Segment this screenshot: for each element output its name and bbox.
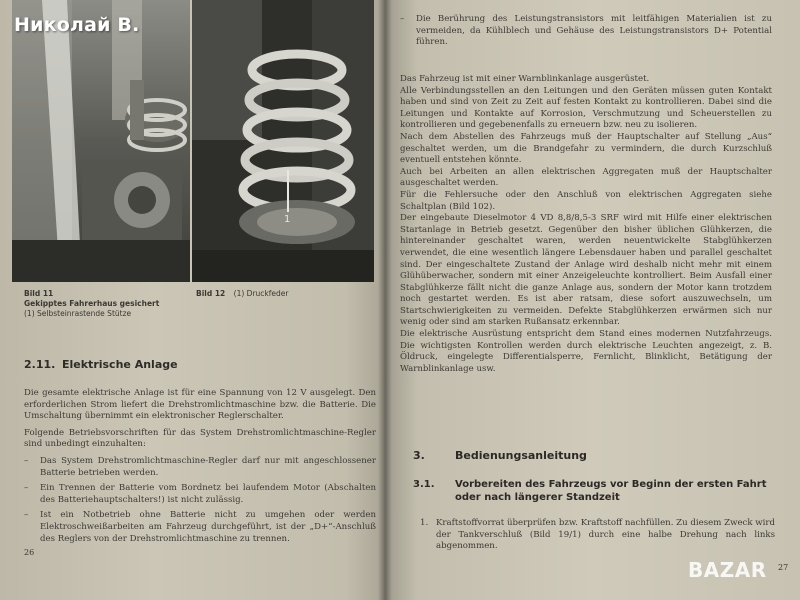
figure-11-caption xyxy=(24,289,194,319)
list-item-text: Das System Drehstromlichtmaschine-Regler darf nur mit angeschlossener Batterie betrieben werden. xyxy=(40,455,376,478)
right-page-top-item xyxy=(400,14,772,53)
book-gutter xyxy=(378,0,392,600)
section-title: Elektrische Anlage xyxy=(62,358,178,371)
step-number: 1. xyxy=(420,518,429,528)
paragraph: Die gesamte elektrische Anlage ist für eine Spannung von 12 V ausgelegt. Den erforderlichen Strom liefert die Drehstromlichtmaschine bzw. die Batterie. Die Umschaltung übernimmt ein elektronischer Reglerschalter. xyxy=(24,388,376,422)
subsection-heading xyxy=(413,478,785,504)
paragraph: Alle Verbindungsstellen an den Leitungen und den Geräten müssen guten Kontakt haben und sind von Zeit zu Zeit auf festen Kontakt zu kontrollieren. Dabei sind die Leitungen und Kontakte auf Korrosion, Verschmutzung und Scheuerstellen zu kontrollieren und gegebenenfalls zu erneuern bzw. neu zu isolieren. xyxy=(400,85,772,131)
figure-11-legend: (1) Selbsteinrastende Stütze xyxy=(24,309,132,318)
figure-12-photo xyxy=(192,0,374,282)
paragraph: Nach dem Abstellen des Fahrzeugs muß der Hauptschalter auf Stellung „Aus“ geschaltet werden, um die Brandgefahr zu vermindern, die durch Kurzschluß eventuell entstehen könnte. xyxy=(400,131,772,166)
chapter-title: Bedienungsanleitung xyxy=(455,449,587,462)
right-page-number: 27 xyxy=(778,563,789,572)
figure-12-marker: 1 xyxy=(284,214,291,225)
figure-12-image xyxy=(192,0,374,282)
figure-11-title: Bild 11 xyxy=(24,289,54,298)
chapter-number: 3. xyxy=(413,449,425,462)
paragraph: Auch bei Arbeiten an allen elektrischen Aggregaten muß der Hauptschalter ausgeschaltet werden. xyxy=(400,166,772,189)
left-page-number: 26 xyxy=(24,548,35,557)
list-item-text: Die Berührung des Leistungstransistors mit leitfähigen Materialien ist zu vermeiden, da Kühlblech und Gehäuse des Leistungstransistors D+ Potential führen. xyxy=(416,14,772,48)
step-text: Kraftstoffvorrat überprüfen bzw. Kraftstoff nachfüllen. Zu diesem Zweck wird der Tankverschluß (Bild 19/1) durch eine halbe Drehung nach links abgenommen. xyxy=(436,518,776,552)
right-page-body xyxy=(400,74,772,375)
figure-12-title: Bild 12 xyxy=(196,289,226,298)
list-item-text: Ist ein Notbetrieb ohne Batterie nicht zu umgehen oder werden Elektroschweißarbeiten am Fahrzeug durchgeführt, ist der „D+“-Anschluß des Reglers von der Drehstromlichtmaschine zu trennen. xyxy=(40,510,376,544)
list-item: – Ist ein Notbetrieb ohne Batterie nicht zu umgehen oder werden Elektroschweißarbeiten am Fahrzeug durchgeführt, ist der „D+“-Anschluß des Reglers von der Drehstromlichtmaschine zu trennen. xyxy=(24,510,376,544)
list-item: – Ein Trennen der Batterie vom Bordnetz bei laufendem Motor (Abschalten des Batteriehauptschalters!) ist nicht zulässig. xyxy=(24,483,376,505)
step-item xyxy=(420,518,775,553)
subsection-number: 3.1. xyxy=(413,479,435,490)
watermark-logo: BAZAR xyxy=(688,558,767,582)
figure-11-caption-text: Gekipptes Fahrerhaus gesichert xyxy=(24,299,160,308)
paragraph: Die elektrische Ausrüstung entspricht dem Stand eines modernen Nutzfahrzeugs. Die wichtigsten Kontrollen werden durch elektrische Leuchten angezeigt, z. B. Öldruck, eingelegte Differentialsperre, Fernlicht, Blinklicht, Betätigung der Warnblinkanlage usw. xyxy=(400,329,772,374)
paragraph: Folgende Betriebsvorschriften für das System Drehstromlichtmaschine-Regler sind unbedingt einzuhalten: xyxy=(24,427,376,450)
paragraph: Für die Fehlersuche oder den Anschluß von elektrischen Aggregaten siehe Schaltplan (Bild 102). xyxy=(400,189,772,212)
subsection-title: Vorbereiten des Fahrzeugs vor Beginn der ersten Fahrt oder nach längerer Standzeit xyxy=(455,479,767,503)
seller-name: Николай В. xyxy=(14,14,140,36)
section-number: 2.11. xyxy=(24,358,56,371)
section-heading xyxy=(24,358,178,371)
left-page-body xyxy=(24,388,376,549)
figure-12-legend: (1) Druckfeder xyxy=(233,289,289,298)
chapter-heading xyxy=(413,449,587,462)
list-item-text: Ein Trennen der Batterie vom Bordnetz bei laufendem Motor (Abschalten des Batteriehauptschalters!) ist nicht zulässig. xyxy=(40,483,376,505)
list-item: – Die Berührung des Leistungstransistors mit leitfähigen Materialien ist zu vermeiden, da Kühlblech und Gehäuse des Leistungstransistors D+ Potential führen. xyxy=(400,14,772,48)
figure-12-caption xyxy=(196,289,346,299)
paragraph: Der eingebaute Dieselmotor 4 VD 8,8/8,5-3 SRF wird mit Hilfe einer elektrischen Startanlage in Betrieb gesetzt. Gegenüber den bisher üblichen Glühkerzen, die hintereinander geschaltet waren, werden neuentwickelte Stabglühkerzen verwendet, die eine wesentlich längere Lebensdauer haben und parallel geschaltet sind. Der eingeschaltete Zustand der Anlage wird deshalb nicht mehr mit einem Glühüberwacher, sondern mit einer Anzeigeleuchte kontrolliert. Beim Ausfall einer Stabglühkerze fällt nicht die ganze Anlage aus, sondern der Motor kann trotzdem noch gestartet werden. Es ist aber ratsam, diese sofort auszuwechseln, um Startschwierigkeiten zu vermeiden. Defekte Stabglühkerzen erwärmen sich nur wenig oder sind am starken Rußansatz erkennbar. xyxy=(400,213,772,328)
paragraph: Das Fahrzeug ist mit einer Warnblinkanlage ausgerüstet. xyxy=(400,74,650,84)
list-item: – Das System Drehstromlichtmaschine-Regler darf nur mit angeschlossener Batterie betrieben werden. xyxy=(24,455,376,478)
figure-11-image xyxy=(12,0,190,282)
figure-11-photo xyxy=(12,0,190,282)
